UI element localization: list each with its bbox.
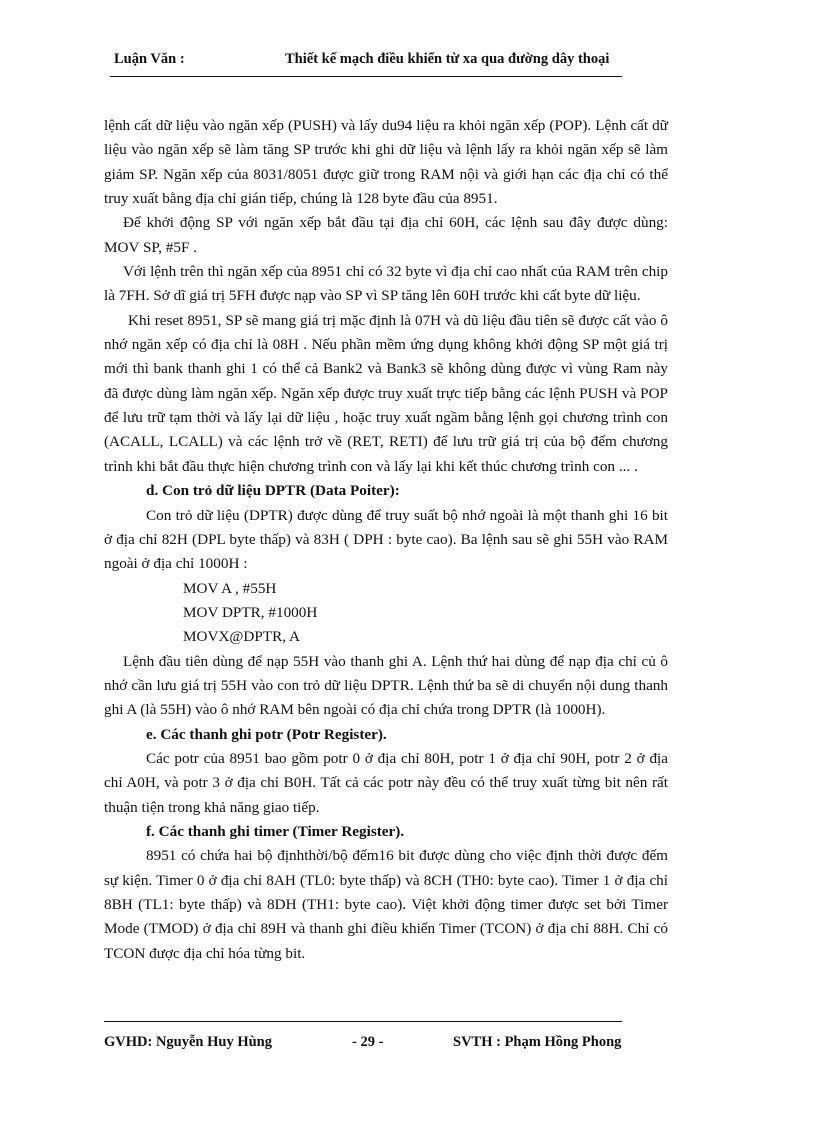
code-line: MOV DPTR, #1000H: [183, 603, 318, 621]
section-heading: f. Các thanh ghi timer (Timer Register).: [146, 822, 405, 840]
page-header: [110, 49, 622, 77]
paragraph: Lệnh đầu tiên dùng để nạp 55H vào thanh ghi A. Lệnh thứ hai dùng để nạp địa chỉ củ ô nhớ cần lưu giá trị 55H vào con trỏ dữ liệu DPTR. Lệnh thứ ba sẽ di chuyển nội dung thanh ghi A (là 55H) vào ô nhớ RAM bên ngoài có địa chỉ chứa trong DPTR (là 1000H).: [104, 652, 668, 719]
page-number: - 29 -: [352, 1034, 384, 1050]
section-heading: e. Các thanh ghi potr (Potr Register).: [146, 725, 387, 743]
paragraph: Con trỏ dữ liệu (DPTR) được dùng để truy suất bộ nhớ ngoài là một thanh ghi 16 bit ở địa chỉ 82H (DPL byte thấp) và 83H ( DPH : byte cao). Ba lệnh sau sẽ ghi 55H vào RAM ngoài ở địa chỉ 1000H :: [104, 506, 668, 573]
footer-divider: [104, 1021, 622, 1022]
footer-student: SVTH : Phạm Hồng Phong: [453, 1034, 622, 1050]
header-title: Thiết kế mạch điều khiển từ xa qua đường dây thoại: [285, 51, 610, 67]
header-left-label: Luận Văn :: [114, 51, 185, 67]
paragraph: Với lệnh trên thì ngăn xếp của 8951 chỉ có 32 byte vì địa chỉ cao nhất của RAM trên chip là 7FH. Sở dĩ giá trị 5FH được nạp vào SP vì SP tăng lên 60H trước khi cất byte dữ liệu.: [104, 263, 668, 305]
paragraph: 8951 có chứa hai bộ địnhthời/bộ đếm16 bit được dùng cho việc định thời được đếm sự kiện. Timer 0 ở địa chỉ 8AH (TL0: byte thấp) và 8CH (TH0: byte cao). Timer 1 ở địa chỉ 8BH (TL1: byte thấp) và 8DH (TH1: byte cao). Việt khởi động timer được set bởi Timer Mode (TMOD) ở địa chỉ 89H và thanh ghi điều khiển Timer (TCON) ở địa chỉ 88H. Chỉ có TCON được địa chỉ hóa từng bit.: [104, 847, 668, 962]
footer-supervisor: GVHD: Nguyễn Huy Hùng: [104, 1034, 272, 1050]
header-divider: [110, 76, 622, 77]
paragraph: Các potr của 8951 bao gồm potr 0 ở địa chỉ 80H, potr 1 ở địa chỉ 90H, potr 2 ở địa chỉ A0H, và potr 3 ở địa chỉ B0H. Tất cả các potr này đều có thể truy xuất từng bit nên rất thuận tiện trong khả năng giao tiếp.: [104, 749, 668, 816]
body-text: [104, 114, 668, 966]
page-footer: [104, 1034, 644, 1058]
paragraph: Để khởi động SP với ngăn xếp bắt đầu tại địa chỉ 60H, các lệnh sau đây được dùng: MOV SP, #5F .: [104, 214, 668, 256]
section-heading: d. Con trỏ dữ liệu DPTR (Data Poiter):: [146, 482, 400, 500]
paragraph: lệnh cất dữ liệu vào ngăn xếp (PUSH) và lấy du94 liệu ra khỏi ngăn xếp (POP). Lệnh cất dữ liệu vào ngăn xếp sẽ làm tăng SP trước khi ghi dữ liệu và lệnh lấy ra khỏi ngăn xếp sẽ làm giảm SP. Ngăn xếp của 8031/8051 được giữ trong RAM nội và giới hạn các địa chỉ có thể truy xuất bằng địa chỉ gián tiếp, chúng là 128 byte đầu của 8951.: [104, 117, 668, 208]
paragraph: Khi reset 8951, SP sẽ mang giá trị mặc định là 07H và dũ liệu đầu tiên sẽ được cất vào ô nhớ ngăn xếp có địa chỉ là 08H . Nếu phần mềm ứng dụng không khởi động SP một giá trị mới thì bank thanh ghi 1 có thể cả Bank2 và Bank3 sẽ không dùng được vì vùng Ram này đã được dùng làm ngăn xếp. Ngăn xếp được truy xuất trực tiếp bằng các lệnh PUSH và POP để lưu trữ tạm thời và lấy lại dữ liệu , hoặc truy xuất ngầm bằng lệnh gọi chương trình con (ACALL, LCALL) và các lệnh trở về (RET, RETI) để lưu trữ giá trị của bộ đếm chương trình khi bắt đầu thực hiện chương trình con và lấy lại khi kết thúc chương trình con ... .: [104, 311, 668, 475]
code-line: MOV A , #55H: [183, 579, 277, 597]
code-line: MOVX@DPTR, A: [183, 628, 300, 646]
